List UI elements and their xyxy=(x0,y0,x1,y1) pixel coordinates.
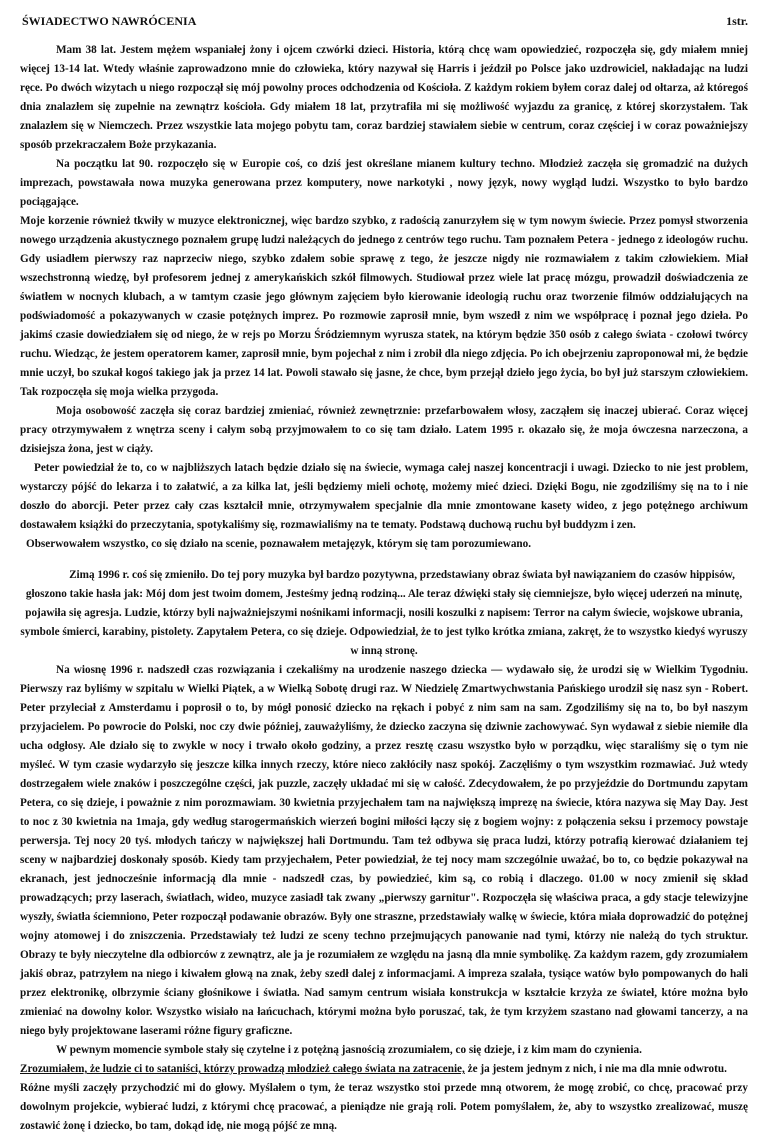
paragraph: W pewnym momencie symbole stały się czytelne i z potężną jasnością zrozumiałem, co się dzieje, i z kim mam do czynienia. xyxy=(56,1044,642,1056)
document-body xyxy=(20,41,748,1136)
paragraph: Różne myśli zaczęły przychodzić mi do głowy. Myślałem o tym, że teraz wszystko stoi przede mną otworem, że mogę zrobić, co chcę, pracować przy dowolnym projekcie, wybierać ludzi, z którymi chcę pracować, a pieniądze nie grają roli. Potem pomyślałem, że, aby to wszystko zrealizować, muszę zostawić żonę i dziecko, bo tam, dokąd idę, nie mogą pójść ze mną. xyxy=(20,1082,748,1132)
page-header xyxy=(22,14,748,29)
paragraph: Mam 38 lat. Jestem mężem wspaniałej żony i ojcem czwórki dzieci. Historia, którą chcę wam opowiedzieć, rozpoczęła się, gdy miałem mniej więcej 13-14 lat. Wtedy właśnie zaprowadzono mnie do człowieka, który nazywał się Harris i jeździł po Polsce jako uzdrowiciel, nakładając na ludzi ręce. Po dwóch wizytach u niego rozpoczął się mój powolny proces odchodzenia od Kościoła. Z każdym rokiem byłem coraz dalej od ołtarza, aż któregoś dnia znalazłem się zupełnie na zewnątrz kościoła. Gdy miałem 18 lat, przytrafiła mi się możliwość wyjazdu za granicę, z której skorzystałem. Tak znalazłem się w Niemczech. Przez wszystkie lata mojego pobytu tam, coraz bardziej stawiałem siebie w centrum, coraz częściej i w coraz poważniejszy sposób przekraczałem Boże przykazania. xyxy=(20,44,748,151)
sentence-continuation: że ja jestem jednym z nich, i nie ma dla mnie odwrotu. xyxy=(464,1063,727,1075)
underlined-sentence: Zrozumiałem, że ludzie ci to sataniści, którzy prowadzą młodzież całego świata na zatracenie, xyxy=(20,1063,465,1075)
document-title: ŚWIADECTWO NAWRÓCENIA xyxy=(22,14,197,28)
paragraph: Moje korzenie również tkwiły w muzyce elektronicznej, więc bardzo szybko, z radością zanurzyłem się w tym nowym świecie. Przez pomysł stworzenia nowego urządzenia akustycznego poznałem grupę ludzi należących do jednego z centrów tego ruchu. Tam poznałem Petera - jednego z ideologów ruchu. Gdy usiadłem pierwszy raz naprzeciw niego, szybko zdałem sobie sprawę z tego, że jeszcze nigdy nie rozmawiałem z takim człowiekiem. Miał wszechstronną wiedzę, był profesorem jednej z amerykańskich szkół filmowych. Studiował przez wiele lat pracę mózgu, prowadził doświadczenia ze światłem w nocnych klubach, a w tamtym czasie jego głównym zajęciem było kierowanie ideologią ruchu oraz tworzenie filmów oddziałujących na podświadomość a pokazywanych w czasie potężnych imprez. Po rozmowie zaprosił mnie, bym wszedł z nim we współpracę i poznał jego dzieła. Po jakimś czasie dowiedziałem się od niego, że w rejs po Morzu Śródziemnym wyrusza statek, na którym będzie 350 osób z całego świata - czołowi twórcy ruchu. Wiedząc, że jestem operatorem kamer, zaprosił mnie, bym pojechał z nim i zrobił dla niego zdjęcia. Po ich obejrzeniu zaproponował mi, że będzie mnie uczył, bo szukał kogoś takiego jak ja przez 14 lat. Powoli stawało się jasne, że chce, bym przejął dzieło jego życia, bo był już starszym człowiekiem. Tak rozpoczęła się moja wielka przygoda. xyxy=(20,215,748,398)
paragraph: Moja osobowość zaczęła się coraz bardziej zmieniać, również zewnętrznie: przefarbowałem włosy, zacząłem się inaczej ubierać. Coraz więcej pracy otrzymywałem z wnętrza sceny i całym sobą przyjmowałem to co się tam działo. Latem 1995 r. okazało się, że moja ówczesna narzeczona, a dzisiejsza żona, jest w ciąży. xyxy=(20,405,748,455)
page-number: 1str. xyxy=(726,14,748,28)
paragraph: Zimą 1996 r. coś się zmieniło. Do tej pory muzyka był bardzo pozytywna, przedstawiany obraz świata był nawiązaniem do czasów hippisów, głoszono takie hasła jak: Mój dom jest twoim domem, Jesteśmy jedną rodziną... Ale teraz dźwięki stały się ciemniejsze, było więcej uderzeń na minutę, pojawiła się agresja. Ludzie, którzy byli najważniejszymi nośnikami informacji, nosili koszulki z napisem: Terror na całym świecie, wojskowe ubrania, symbole śmierci, karabiny, pistolety. Zapytałem Petera, co się dzieje. Odpowiedział, że to jest tylko krótka zmiana, zakręt, że to wszystko kiedyś wyruszy w inną stronę. xyxy=(20,569,748,657)
paragraph-final-line xyxy=(20,1060,748,1079)
paragraph: Na wiosnę 1996 r. nadszedł czas rozwiązania i czekaliśmy na urodzenie naszego dziecka — wydawało się, że urodzi się w Wielkim Tygodniu. Pierwszy raz byliśmy w szpitalu w Wielki Piątek, a w Wielką Sobotę drugi raz. W Niedzielę Zmartwychwstania Pańskiego urodził się nasz syn - Robert. Peter przyleciał z Amsterdamu i poprosił o to, by mógł ponosić dziecko na rękach i pobyć z nim sam na sam. Zgodziliśmy się na to, bo był naszym przyjacielem. Po powrocie do Polski, noc czy dwie później, zauważyliśmy, że dziecko zaczyna się dziwnie zachowywać. Syn wydawał z siebie niemiłe dla ucha odgłosy. Ale działo się to zwykle w nocy i trwało około godziny, a przez resztę czasu wszystko było w porządku, więc staraliśmy się o tym nie myśleć. W tym czasie wydarzyło się jeszcze kilka innych rzeczy, które nieco zakłóciły nasz spokój. Zaczęliśmy o tym wszystkim rozmawiać. Już wtedy dostrzegałem wiele znaków i poszczególne części, jak puzzle, zaczęły układać mi się w całość. Zdecydowałem, że po przyjeździe do Dortmundu zapytam Petera, co się dzieje, i poważnie z nim porozmawiam. 30 kwietnia przyjechałem tam na największą imprezę na świecie, która nazywa się May Day. Jest to noc z 30 kwietnia na 1maja, gdy według starogermańskich wierzeń bogini miłości łączy się z bogiem wojny: z połączenia seksu i przemocy powstaje perwersja. Tej nocy 20 tyś. młodych tańczy w największej hali Dortmundu. Tam też odbywa się praca ludzi, którzy potrafią kierować działaniem tej sceny w najbardziej doskonały sposób. Kiedy tam przyjechałem, Peter powiedział, że tej nocy mam szczególnie uważać, bo to, co będzie pokazywał na ekranach, jest jednocześnie informacją dla mnie - nadszedł czas, by powiedzieć, kim są, co robią i dlaczego. 01.00 w nocy zmienił się skład prowadzących; przy laserach, światłach, wideo, muzyce zasiadł tak zwany „pierwszy garnitur". Rozpoczęła się właściwa praca, a gdy stacje telewizyjne wyszły, światła ściemniono, Peter rozpoczął podawanie obrazów. Były one straszne, przedstawiały walkę w świecie, która miała doprowadzić do potężnej wojny atomowej i do zniszczenia. Przedstawiały też ludzi ze sceny techno przejmujących panowanie nad tymi, którzy nie należą do tych struktur. Obrazy te były nieczytelne dla odbiorców z zewnątrz, ale ja je rozumiałem ze względu na jasną dla mnie symbolikę. Za każdym razem, gdy zrozumiałem jakiś obraz, patrzyłem na niego i kiwałem głową na znak, żeby szedł dalej z informacjami. A impreza szalała, tysiące watów było pompowanych do hali przez elektronikę, olbrzymie ściany głośnikowe i światła. Nad samym centrum wisiała konstrukcja w kształcie krzyża ze świateł, które można było zmieniać na dowolny kolor. Wszystko wisiało na łańcuchach, którymi można było poruszać, tak, że tym krzyżem szastano nad głowami tancerzy, a na niego były projektowane laserami różne figury graficzne. xyxy=(20,664,748,1037)
paragraph-gap xyxy=(20,554,748,566)
paragraph: Peter powiedział że to, co w najbliższych latach będzie działo się na świecie, wymaga całej naszej koncentracji i uwagi. Dziecko to nie jest problem, wystarczy pójść do lekarza i to załatwić, a za kilka lat, jeśli będziemy mieli ochotę, możemy mieć dzieci. Dzięki Bogu, nie zgodziliśmy się na to i nie doszło do aborcji. Peter przez cały czas kształcił mnie, otrzymywałem specjalnie dla mnie zmontowane kasety wideo, z jego potężnego archiwum dostawałem książki do przeczytania, spotykaliśmy się, rozmawialiśmy na te tematy. Podstawą duchową ruchu był buddyzm i zen. xyxy=(20,462,748,531)
paragraph: Obserwowałem wszystko, co się działo na scenie, poznawałem metajęzyk, którym się tam porozumiewano. xyxy=(26,538,532,550)
paragraph: Na początku lat 90. rozpoczęło się w Europie coś, co dziś jest określane mianem kultury techno. Młodzież zaczęła się gromadzić na dużych imprezach, powstawała nowa muzyka generowana przez komputery, nowe narkotyki , nowy język, nowy wygląd ludzi. Wszystko to było bardzo pociągające. xyxy=(20,158,748,208)
